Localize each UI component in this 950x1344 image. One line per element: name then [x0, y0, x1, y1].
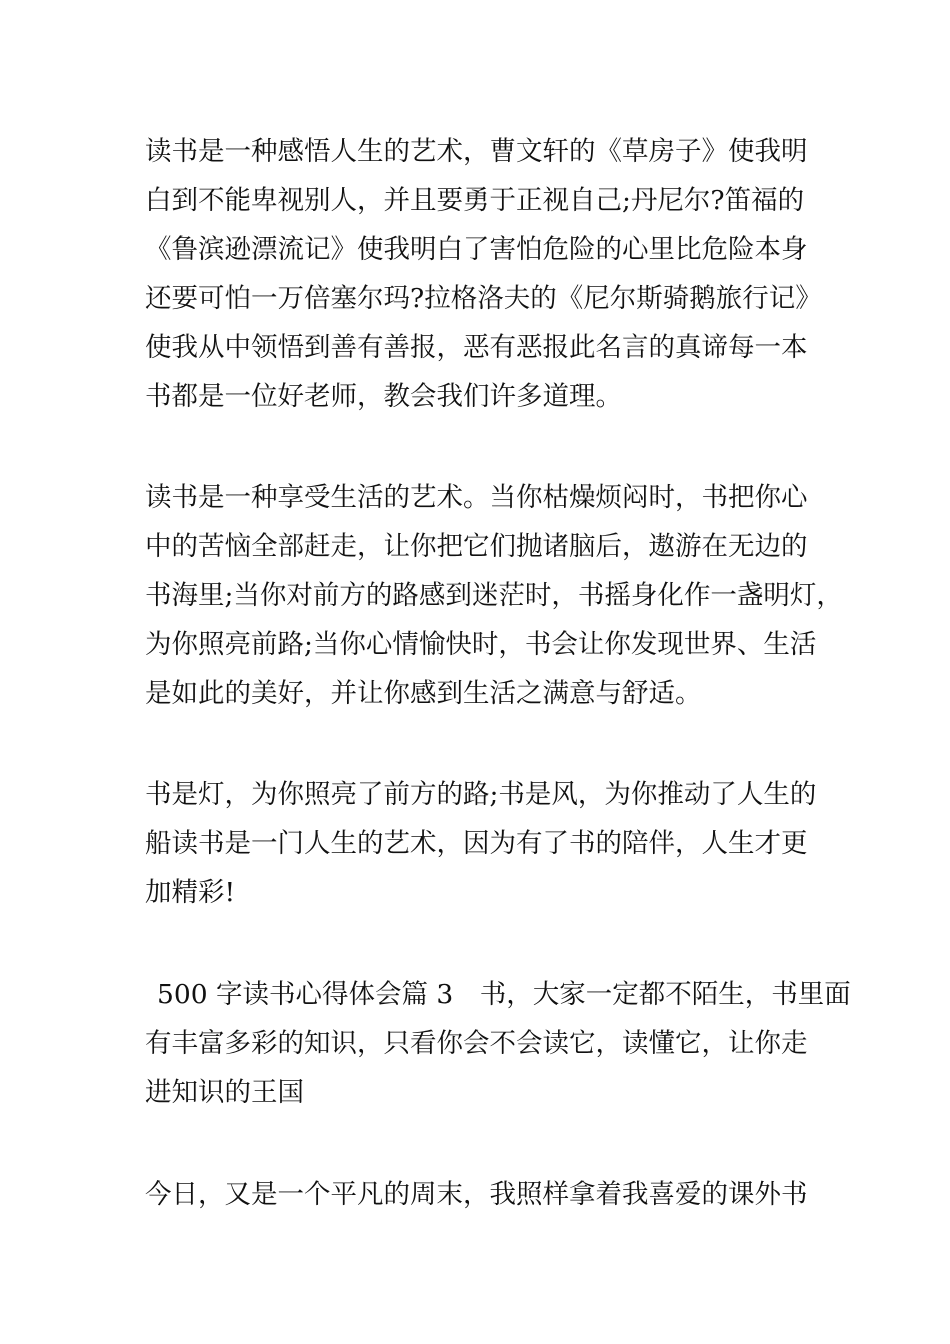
- text-line: 有丰富多彩的知识，只看你会不会读它，读懂它，让你走: [145, 1028, 808, 1059]
- text-line: 《鲁滨逊漂流记》使我明白了害怕危险的心里比危险本身: [145, 234, 808, 265]
- paragraph-2: [145, 473, 843, 718]
- text-line: 为你照亮前路;当你心情愉快时，书会让你发现世界、生活: [145, 629, 817, 660]
- text-line: 书都是一位好老师，教会我们许多道理。: [145, 381, 622, 412]
- text-line: 白到不能卑视别人，并且要勇于正视自己;丹尼尔?笛福的: [145, 185, 805, 216]
- paragraph-5: [145, 1170, 815, 1219]
- text-line: 是如此的美好，并让你感到生活之满意与舒适。: [145, 678, 702, 709]
- text-line: 中的苦恼全部赶走，让你把它们抛诸脑后，遨游在无边的: [145, 531, 808, 562]
- text-line: 今日，又是一个平凡的周末，我照样拿着我喜爱的课外书: [145, 1179, 808, 1210]
- text-line: 读书是一种享受生活的艺术。当你枯燥烦闷时，书把你心: [145, 482, 808, 513]
- text-line: 读书是一种感悟人生的艺术，曹文轩的《草房子》使我明: [145, 136, 808, 167]
- text-line: 使我从中领悟到善有善报，恶有恶报此名言的真谛每一本: [145, 332, 808, 363]
- text-line: 还要可怕一万倍塞尔玛?拉格洛夫的《尼尔斯骑鹅旅行记》: [145, 283, 822, 314]
- paragraph-4: [145, 970, 851, 1117]
- text-line: 书是灯，为你照亮了前方的路;书是风，为你推动了人生的: [145, 779, 817, 810]
- paragraph-1: [145, 127, 822, 421]
- text-line: 加精彩!: [145, 877, 236, 908]
- text-line: 500 字读书心得体会篇 3 书，大家一定都不陌生，书里面: [157, 979, 851, 1010]
- text-line: 进知识的王国: [145, 1077, 304, 1108]
- paragraph-3: [145, 770, 815, 917]
- text-line: 书海里;当你对前方的路感到迷茫时，书摇身化作一盏明灯，: [145, 580, 843, 611]
- text-line: 船读书是一门人生的艺术，因为有了书的陪伴，人生才更: [145, 828, 808, 859]
